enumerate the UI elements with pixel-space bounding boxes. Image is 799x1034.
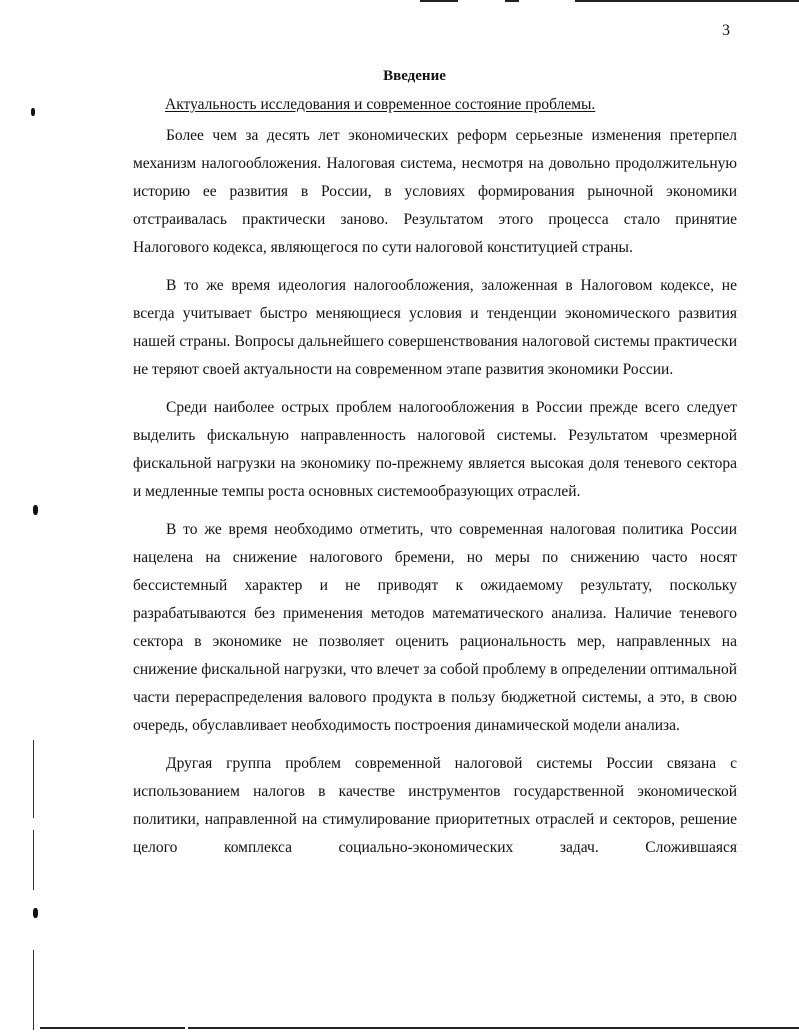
scan-artifact-left-rule-1 — [33, 740, 34, 818]
paragraph-3: Среди наиболее острых проблем налогообложения в России прежде всего следует выделить фискальную направленность налоговой системы. Результатом чрезмерной фискальной нагрузки на экономику по-прежнему является высокая доля теневого сектора и медленные темпы роста основных системообразующих отраслей. — [133, 399, 737, 500]
scan-artifact-dot-1 — [31, 108, 35, 116]
scan-artifact-left-rule-2 — [33, 830, 34, 890]
scan-artifact-bottom-line-1 — [40, 1027, 185, 1029]
paragraph-2: В то же время идеология налогообложения, заложенная в Налоговом кодексе, не всегда учитывает быстро меняющиеся условия и тенденции экономического развития нашей страны. Вопросы дальнейшего совершенствования налоговой системы практически не теряют своей актуальности на современном этапе развития экономики России. — [133, 277, 737, 378]
page-number: 3 — [722, 22, 730, 39]
scan-artifact-left-rule-3 — [33, 950, 34, 1030]
scan-artifact-dot-2 — [33, 505, 38, 515]
section-subtitle: Актуальность исследования и современное состояние проблемы. — [165, 96, 596, 113]
scan-artifact-bottom-line-2 — [188, 1027, 799, 1029]
scan-artifact-top-mark-1 — [420, 0, 458, 2]
section-title: Введение — [383, 68, 446, 84]
paragraph-4: В то же время необходимо отметить, что современная налоговая политика России нацелена на снижение налогового бремени, но меры по снижению часто носят бессистемный характер и не приводят к ожидаемому результату, поскольку разрабатываются без применения методов математического анализа. Наличие теневого сектора в экономике не позволяет оценить рациональность мер, направленных на снижение фискальной нагрузки, что влечет за собой проблему в определении оптимальной части перераспределения валового продукта в пользу бюджетной системы, а это, в свою очередь, обуславливает необходимость построения динамической модели анализа. — [133, 521, 737, 734]
scan-artifact-dot-3 — [33, 908, 38, 918]
paragraph-1: Более чем за десять лет экономических реформ серьезные изменения претерпел механизм налогообложения. Налоговая система, несмотря на довольно продолжительную историю ее развития в России, в условиях формирования рыночной экономики отстраивалась практически заново. Результатом этого процесса стало принятие Налогового кодекса, являющегося по сути налоговой конституцией страны. — [133, 127, 737, 256]
scan-artifact-top-line — [575, 0, 799, 2]
scan-artifact-top-mark-2 — [505, 0, 519, 2]
body-text — [133, 122, 737, 872]
paragraph-5: Другая группа проблем современной налоговой системы России связана с использованием налогов в качестве инструментов государственной экономической политики, направленной на стимулирование приоритетных отраслей и секторов, решение целого комплекса социально-экономических задач. Сложившаяся — [133, 755, 737, 856]
